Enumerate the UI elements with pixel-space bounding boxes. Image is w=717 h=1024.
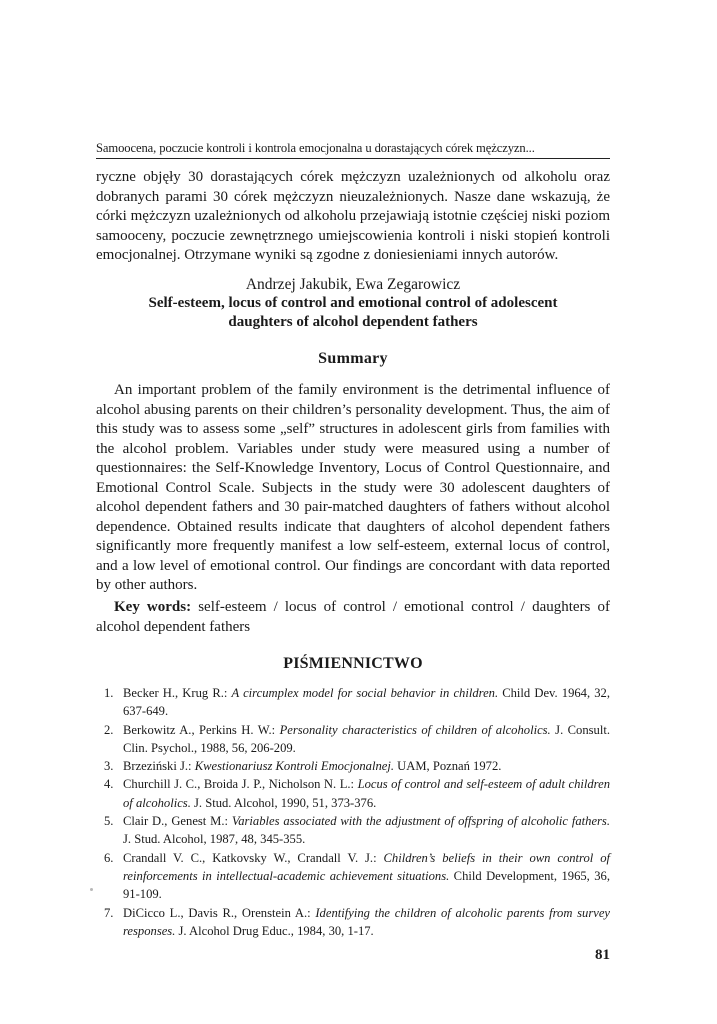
reference-authors: Becker H., Krug R.:: [123, 686, 232, 700]
summary-text: An important problem of the family environment is the detrimental influence of alcohol abusing parents on their children’s personality development. Thus, the aim of this study was to assess some „self” structures in adolescent girls from families with the alcohol problem. Variables under study were measured using a number of questionnaires: the Self-Knowledge Inventory, Locus of Control Questionnaire, and Emotional Control Scale. Subjects in the study were 30 adolescent daughters of alcohol dependent fathers and 30 pair-matched daughters of fathers without alcohol dependence. Obtained results indicate that daughters of alcohol dependent fathers significantly more frequently manifest a low self-esteem, external locus of control, and a low level of emotional control. Our findings are concordant with data reported by other authors.: [96, 382, 610, 593]
keywords-label: Key words:: [114, 599, 192, 615]
reference-title: Variables associated with the adjustment of offspring of alcoholic fathers.: [231, 814, 610, 829]
reference-number: 1.: [104, 686, 114, 700]
reference-item: [100, 775, 610, 812]
reference-source: J. Stud. Alcohol, 1987, 48, 345-355.: [123, 832, 306, 847]
keywords-text: self-esteem / locus of control / emotional control / daughters of alcohol dependent fathers: [96, 599, 610, 635]
reference-number: 2.: [104, 722, 114, 737]
reference-number: 5.: [104, 814, 114, 829]
english-title: Self-esteem, locus of control and emotional control of adolescent daughters of alcohol dependent fathers: [148, 295, 558, 330]
running-head: Samoocena, poczucie kontroli i kontrola emocjonalna u dorastających córek mężczyzn...: [96, 141, 535, 155]
references-heading: PIŚMIENNICTWO: [283, 655, 423, 672]
english-authors: Andrzej Jakubik, Ewa Zegarowicz: [245, 276, 461, 293]
reference-item: [100, 757, 610, 775]
reference-title: Personality characteristics of children of alcoholics.: [279, 722, 551, 737]
polish-summary-continuation: ryczne objęły 30 dorastających córek mężczyzn uzależnionych od alkoholu oraz dobranych parami 30 córek mężczyzn nieuzależnionych. Nasze dane wskazują, że córki mężczyzn uzależnionych od alkoholu przejawiają istotnie częściej niski poziom samooceny, poczucie zewnętrznego umiejscowienia kontroli i niski stopień kontroli emocjonalnej. Otrzymane wyniki są zgodne z doniesieniami innych autorów.: [96, 169, 610, 263]
reference-authors: Brzeziński J.:: [123, 759, 195, 774]
reference-authors: Churchill J. C., Broida J. P., Nicholson N. L.:: [123, 777, 358, 792]
reference-source: Child Dev. 1964, 32, 637-649.: [123, 686, 610, 719]
reference-item: [100, 904, 610, 941]
reference-title: A circumplex model for social behavior in children.: [231, 686, 499, 700]
reference-title: Kwestionariusz Kontroli Emocjonalnej.: [194, 759, 394, 774]
reference-number: 6.: [104, 850, 114, 865]
reference-number: 7.: [104, 905, 114, 920]
reference-item: [100, 684, 610, 721]
reference-item: [100, 812, 610, 849]
page-number: 81: [595, 947, 610, 963]
reference-source: UAM, Poznań 1972.: [394, 759, 502, 774]
reference-number: 4.: [104, 777, 114, 792]
reference-authors: Berkowitz A., Perkins H. W.:: [123, 722, 280, 737]
reference-authors: DiCicco L., Davis R., Orenstein A.:: [123, 905, 316, 920]
references-list: [100, 684, 610, 940]
reference-source: Child Development, 1965, 36, 91-109.: [123, 868, 610, 902]
reference-source: J. Alcohol Drug Educ., 1984, 30, 1-17.: [175, 923, 374, 938]
reference-title: Identifying the children of alcoholic parents from survey responses.: [123, 905, 610, 938]
reference-source: J. Stud. Alcohol, 1990, 51, 373-376.: [190, 795, 377, 810]
scan-speck: [90, 888, 93, 891]
reference-title: Locus of control and self-esteem of adult children of alcoholics.: [123, 777, 610, 810]
reference-item: [100, 721, 610, 758]
reference-title: Children’s beliefs in their own control of reinforcements in intellectual-academic achievement situations.: [123, 850, 610, 883]
reference-authors: Crandall V. C., Katkovsky W., Crandall V. J.:: [123, 850, 384, 865]
keywords: [96, 598, 610, 637]
header-rule: [96, 158, 610, 159]
reference-item: [100, 849, 610, 904]
summary-heading: Summary: [318, 350, 388, 367]
reference-authors: Clair D., Genest M.:: [123, 814, 232, 829]
reference-number: 3.: [104, 759, 114, 774]
reference-source: J. Consult. Clin. Psychol., 1988, 56, 206-209.: [123, 722, 610, 755]
